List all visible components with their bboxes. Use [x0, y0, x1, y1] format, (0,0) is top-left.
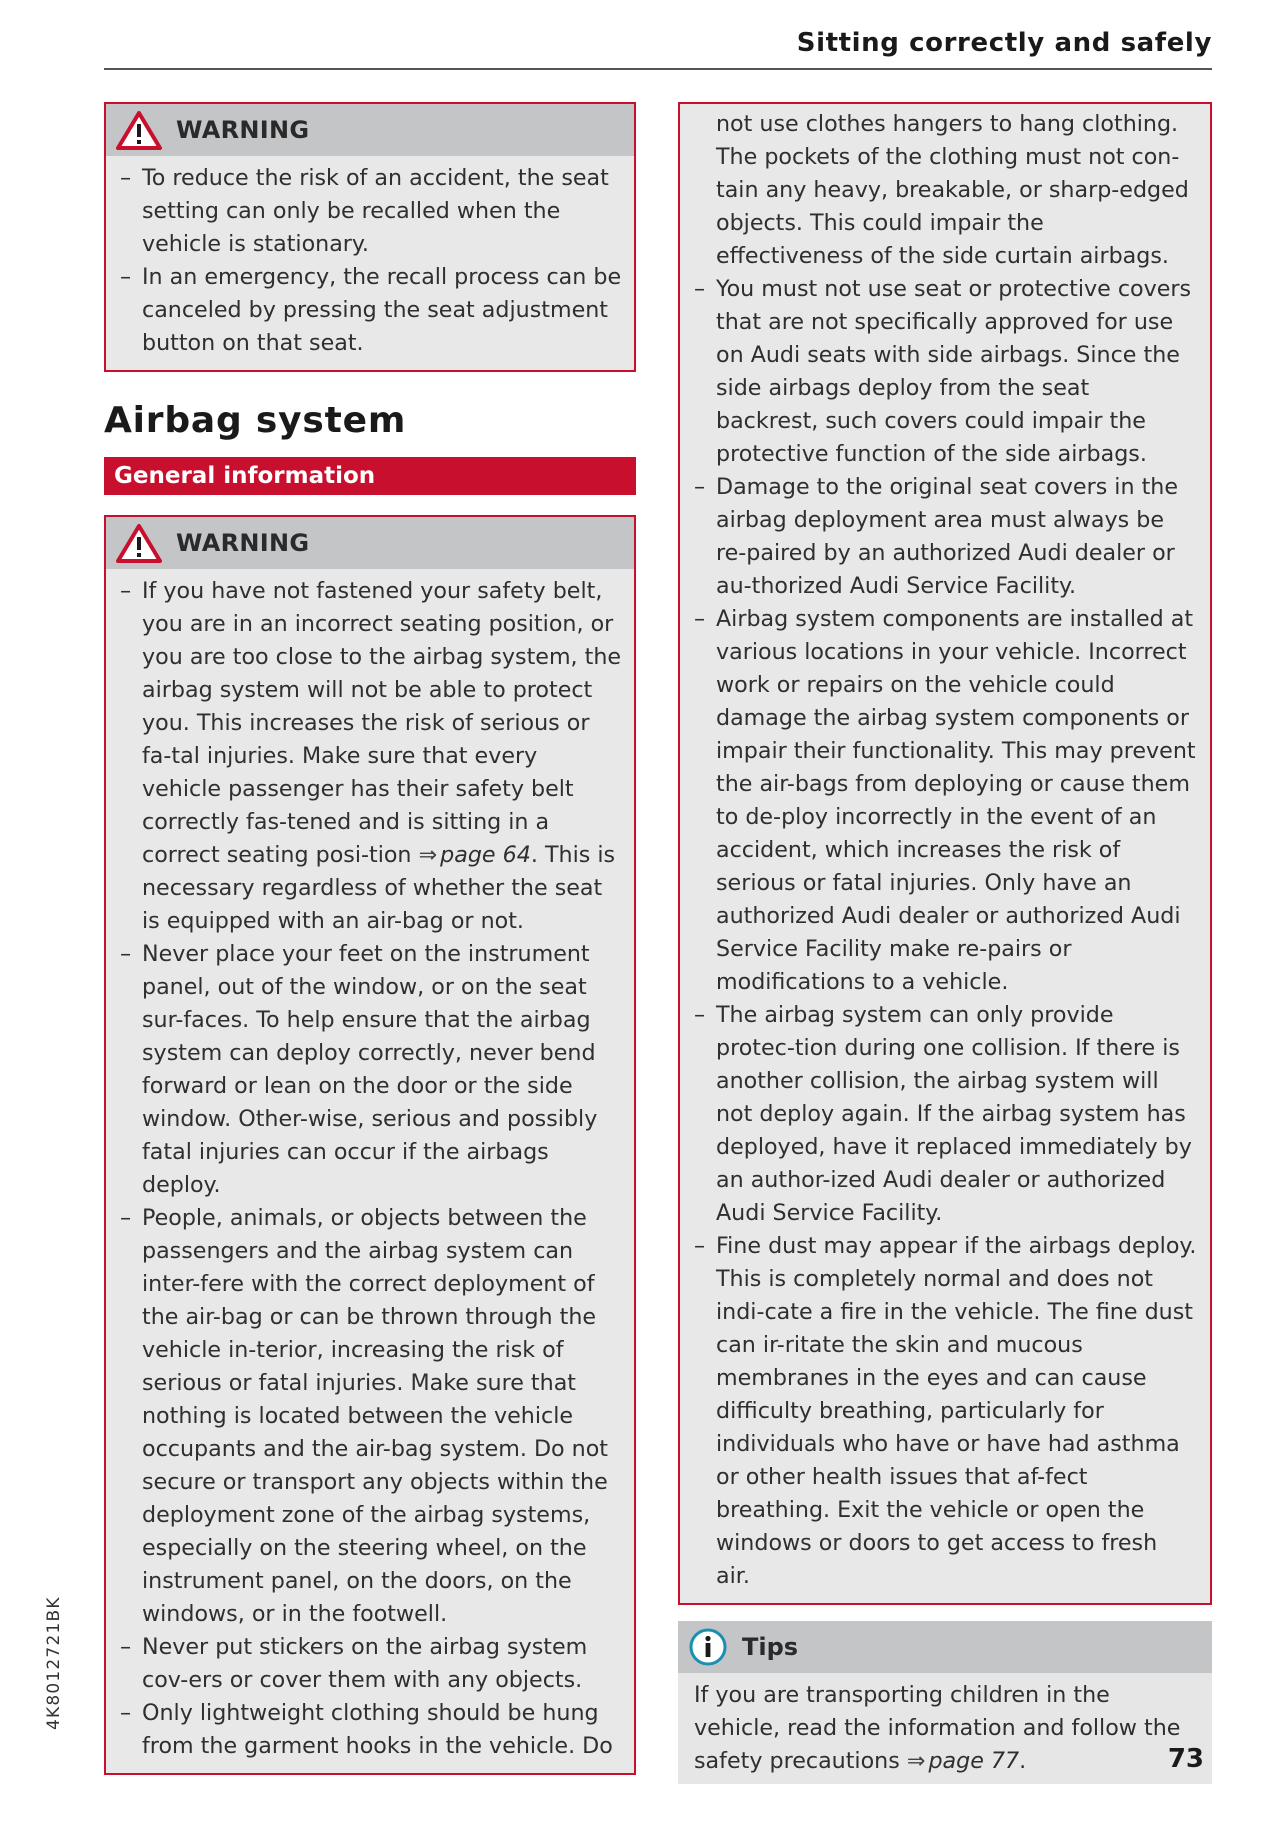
subsection-bar: General information [104, 457, 636, 495]
tips-box [678, 1621, 1212, 1784]
warning-item-text: . This is necessary regardless of whether the seat is equipped with an air-bag or not. [142, 842, 616, 934]
warning-item: – Never place your feet on the instrument panel, out of the window, or on the seat sur-faces. To help ensure that the airbag system can deploy correctly, never bend forward or lean on the door or the side window. Other-wise, serious and possibly fatal injuries can occur if the airbags deploy. [120, 938, 622, 1202]
warning-item: – In an emergency, the recall process can be canceled by pressing the seat adjustment button on that seat. [120, 261, 622, 360]
warning-item-text: If you have not fastened your safety belt, you are in an incorrect seating position, or you are too close to the airbag system, the airbag system will not be able to protect you. This increases the risk of serious or fa-tal injuries. Make sure that every vehicle passenger has their safety belt correctly fas-tened and is sitting in a correct seating posi-tion [142, 578, 622, 868]
warning-item: – Damage to the original seat covers in the airbag deployment area must always be re-paired by an authorized Audi dealer or au-thorized Audi Service Facility. [694, 471, 1198, 603]
warning-box-continued [678, 102, 1212, 1605]
warning-header [106, 517, 634, 569]
warning-item [120, 575, 622, 938]
warning-item: – Only lightweight clothing should be hung from the garment hooks in the vehicle. Do [120, 1697, 622, 1763]
warning-box-seat-recall [104, 102, 636, 372]
document-code: 4K8012721BK [44, 1596, 64, 1730]
tips-body [678, 1673, 1212, 1784]
page-reference-link[interactable]: page 77 [928, 1748, 1020, 1774]
warning-item: – You must not use seat or protective covers that are not specifically approved for use on Audi seats with side airbags. Since the side airbags deploy from the seat backrest, such covers could impair the protective function of the side airbags. [694, 273, 1198, 471]
warning-title: WARNING [176, 529, 310, 557]
arrow-right-icon: ⇒ [906, 1748, 926, 1774]
page-number: 73 [1167, 1744, 1204, 1774]
warning-item: – The airbag system can only provide protec-tion during one collision. If there is another collision, the airbag system will not deploy again. If the airbag system has deployed, have it replaced immediately by an author-ized Audi dealer or authorized Audi Service Facility. [694, 999, 1198, 1230]
left-column [104, 102, 636, 1775]
warning-triangle-icon [116, 523, 162, 563]
warning-continued-text: not use clothes hangers to hang clothing. The pockets of the clothing must not con-tain any heavy, breakable, or sharp-edged objects. This could impair the effectiveness of the side curtain airbags. [716, 111, 1189, 269]
running-header-title: Sitting correctly and safely [796, 28, 1212, 58]
page-reference-link[interactable]: page 64 [440, 842, 531, 868]
tips-text: If you are transporting children in the vehicle, read the information and follow the safety precautions [694, 1682, 1181, 1774]
warning-triangle-icon [116, 110, 162, 150]
warning-item: – Fine dust may appear if the airbags deploy. This is completely normal and does not indi-cate a fire in the vehicle. The fine dust can ir-ritate the skin and mucous membranes in the eyes and can cause difficulty breathing, particularly for individuals who have or have had asthma or other health issues that af-fect breathing. Exit the vehicle or open the windows or doors to get access to fresh air. [694, 1230, 1198, 1593]
section-title: Airbag system [104, 400, 407, 441]
warning-item: – To reduce the risk of an accident, the seat setting can only be recalled when the vehicle is stationary. [120, 162, 622, 261]
header-rule [104, 68, 1212, 70]
warning-item: – Airbag system components are installed at various locations in your vehicle. Incorrect work or repairs on the vehicle could damage the airbag system components or impair their functionality. This may prevent the air-bags from deploying or cause them to de-ploy incorrectly in the event of an accident, which increases the risk of serious or fatal injuries. Only have an authorized Audi dealer or authorized Audi Service Facility make re-pairs or modifications to a vehicle. [694, 603, 1198, 999]
tips-header [678, 1621, 1212, 1673]
info-circle-icon [688, 1627, 728, 1667]
arrow-right-icon: ⇒ [418, 842, 438, 868]
warning-item: – People, animals, or objects between the passengers and the airbag system can inter-fere with the correct deployment of the air-bag or can be thrown through the vehicle in-terior, increasing the risk of serious or fatal injuries. Make sure that nothing is located between the vehicle occupants and the air-bag system. Do not secure or transport any objects within the deployment zone of the airbag systems, especially on the steering wheel, on the instrument panel, on the doors, on the windows, or in the footwell. [120, 1202, 622, 1631]
warning-box-airbag [104, 515, 636, 1775]
warning-title: WARNING [176, 116, 310, 144]
warning-header [106, 104, 634, 156]
warning-item: – Never put stickers on the airbag system cov-ers or cover them with any objects. [120, 1631, 622, 1697]
right-column [678, 102, 1212, 1784]
tips-text-end: . [1019, 1748, 1027, 1774]
tips-title: Tips [742, 1633, 799, 1661]
